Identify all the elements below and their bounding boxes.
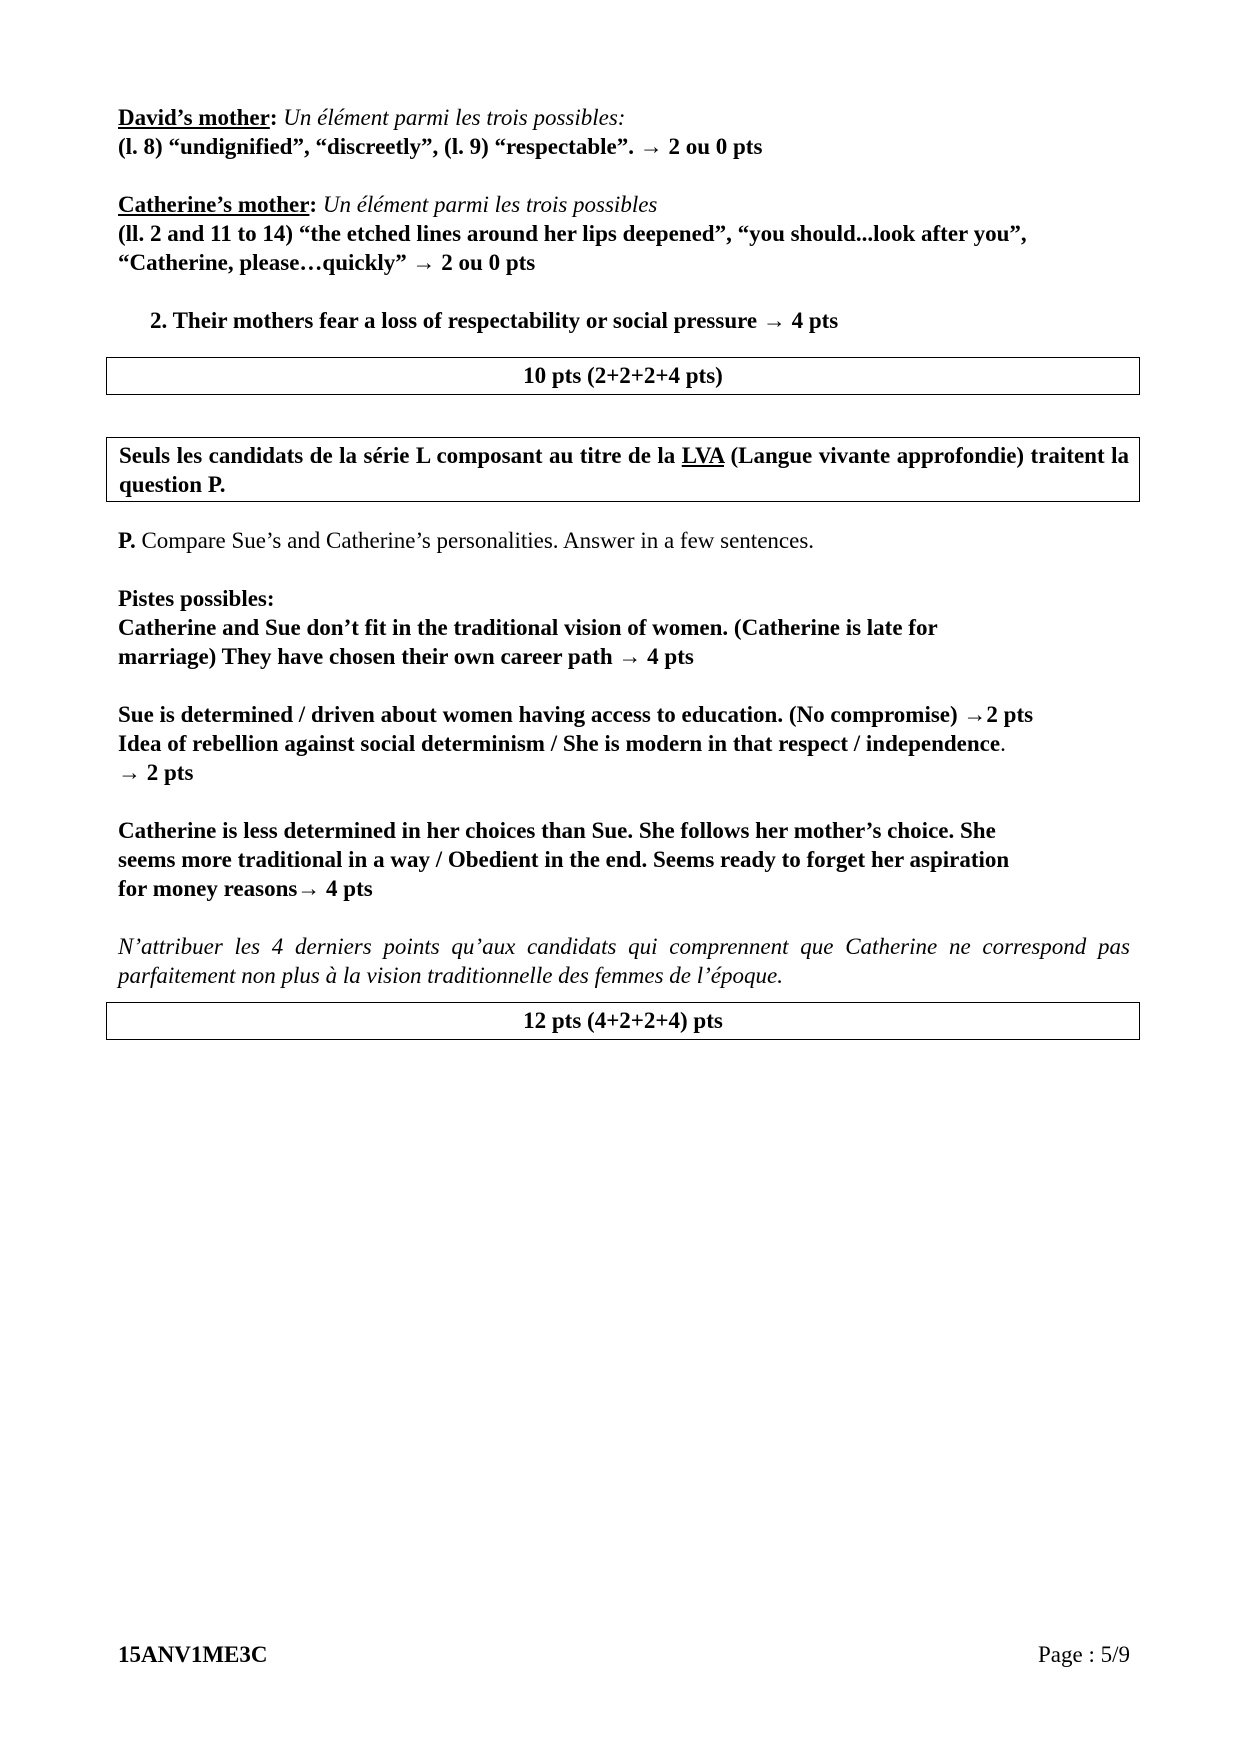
piste-3-line-2: seems more traditional in a way / Obedient in the end. Seems ready to forget her aspiration <box>118 847 1010 872</box>
catherine-mother-label: Catherine’s mother <box>118 192 310 217</box>
piste-2-line-3: → 2 pts <box>118 760 194 785</box>
total-10-pts: 10 pts (2+2+2+4 pts) <box>523 363 723 388</box>
document-body <box>118 103 1130 1040</box>
catherine-mother-quotes-2: “Catherine, please…quickly” → 2 ou 0 pts <box>118 250 536 275</box>
piste-1-line-2: marriage) They have chosen their own career path → 4 pts <box>118 644 694 669</box>
grading-note: N’attribuer les 4 derniers points qu’aux candidats qui comprennent que Catherine ne correspond pas parfaitement non plus à la vision traditionnelle des femmes de l’époque. <box>118 934 1130 988</box>
question-2: 2. Their mothers fear a loss of respectability or social pressure → 4 pts <box>150 308 839 333</box>
david-mother-label: David’s mother <box>118 105 270 130</box>
david-mother-line: David’s mother: Un élément parmi les trois possibles: <box>118 105 626 130</box>
total-box-10 <box>106 357 1140 395</box>
page-number: Page : 5/9 <box>1038 1642 1130 1667</box>
catherine-mother-line: Catherine’s mother: Un élément parmi les trois possibles <box>118 192 658 217</box>
total-12-pts: 12 pts (4+2+2+4) pts <box>523 1008 723 1033</box>
catherine-mother-quotes-1: (ll. 2 and 11 to 14) “the etched lines around her lips deepened”, “you should...look after you”, <box>118 221 1027 246</box>
david-mother-quotes: (l. 8) “undignified”, “discreetly”, (l. 9) “respectable”. → 2 ou 0 pts <box>118 134 763 159</box>
piste-3-line-1: Catherine is less determined in her choices than Sue. She follows her mother’s choice. She <box>118 818 996 843</box>
question-p: P. Compare Sue’s and Catherine’s personalities. Answer in a few sentences. <box>118 528 815 553</box>
pistes-heading: Pistes possibles: <box>118 586 275 611</box>
piste-2-line-2: Idea of rebellion against social determinism / She is modern in that respect / independence. <box>118 731 1006 756</box>
piste-2-line-1: Sue is determined / driven about women having access to education. (No compromise) →2 pts <box>118 702 1034 727</box>
lva-abbrev: LVA <box>681 443 724 468</box>
piste-1-line-1: Catherine and Sue don’t fit in the traditional vision of women. (Catherine is late for <box>118 615 938 640</box>
catherine-mother-intro: Un élément parmi les trois possibles <box>322 192 658 217</box>
lva-notice-box: Seuls les candidats de la série L composant au titre de la LVA (Langue vivante approfondie) traitent la question P. <box>106 437 1140 502</box>
total-box-12 <box>106 1002 1140 1040</box>
document-code: 15ANV1ME3C <box>118 1642 268 1667</box>
piste-3-line-3: for money reasons→ 4 pts <box>118 876 373 901</box>
david-mother-intro: Un élément parmi les trois possibles: <box>283 105 626 130</box>
